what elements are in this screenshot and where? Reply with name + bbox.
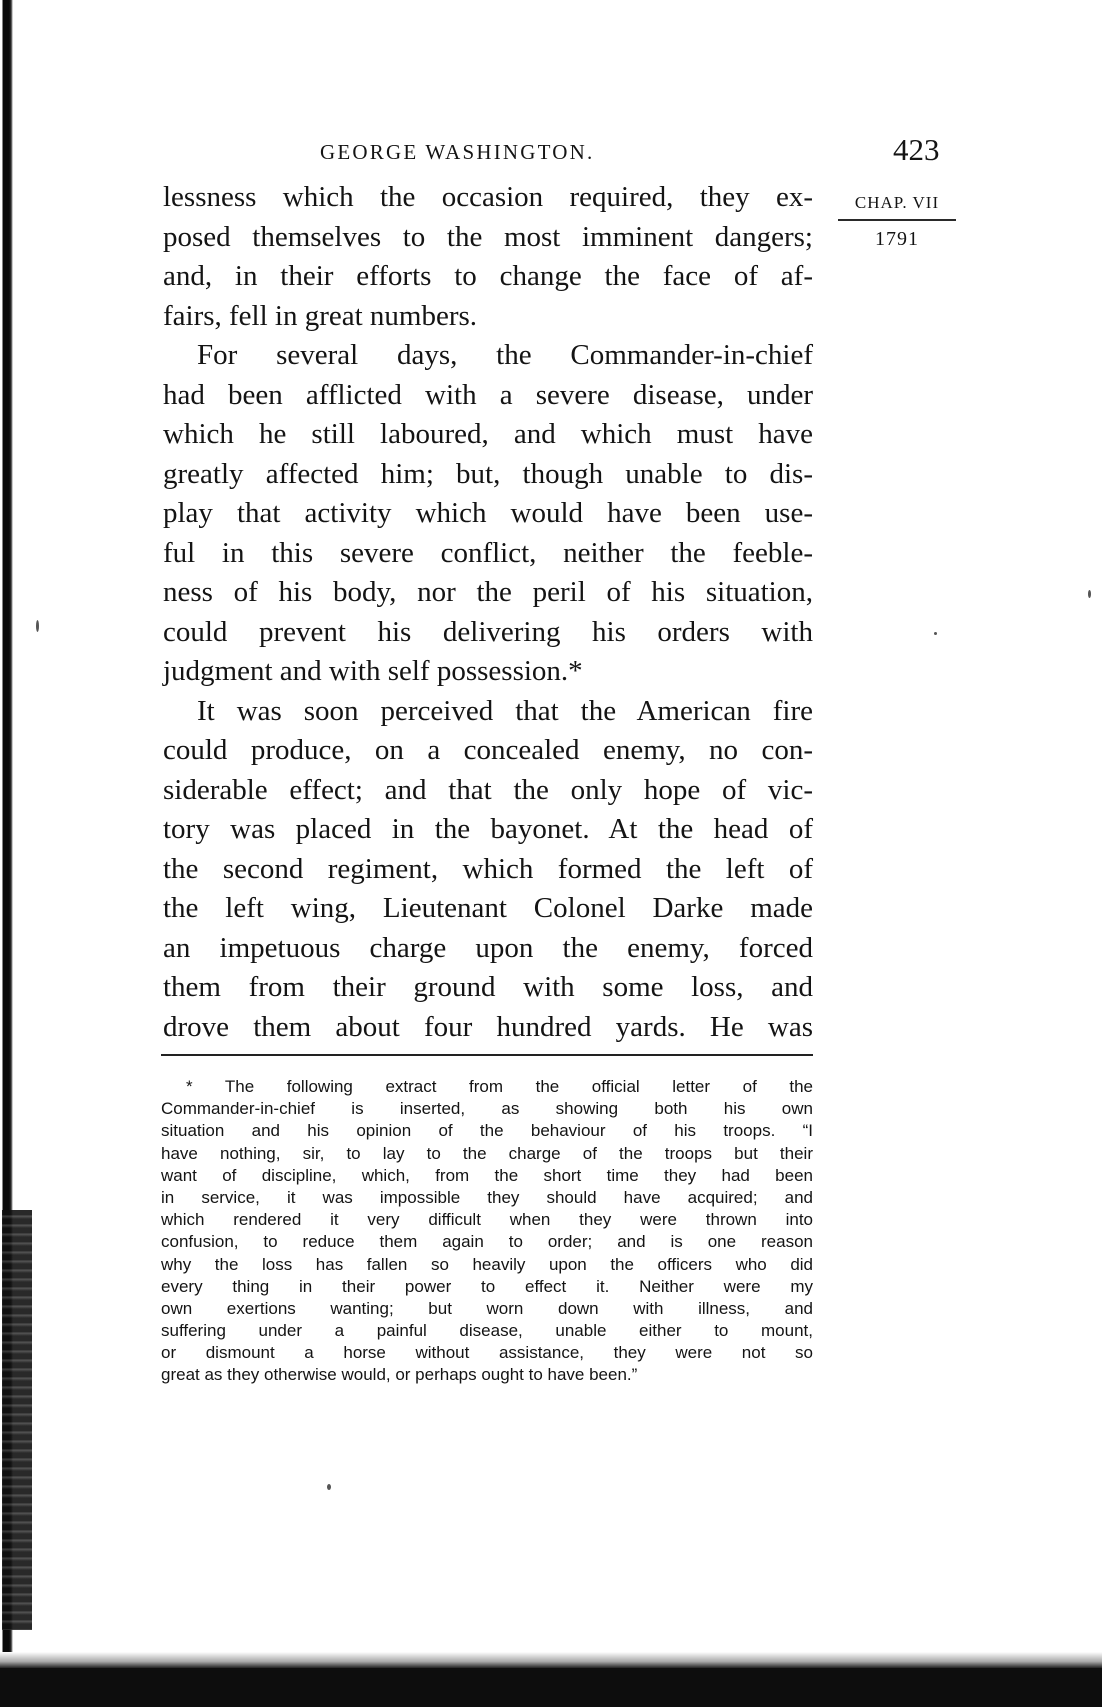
body-line: an impetuous charge upon the enemy, forced: [163, 931, 813, 964]
margin-note: [838, 192, 956, 251]
body-line: lessness which the occasion required, they ex-: [163, 181, 813, 213]
page-number: 423: [893, 132, 940, 167]
footnote-line: suffering under a painful disease, unable either to mount,: [161, 1321, 813, 1341]
footnote-line: * The following extract from the official letter of the: [186, 1077, 813, 1096]
body-line: ful in this severe conflict, neither the feeble-: [163, 536, 813, 569]
body-line: play that activity which would have been use-: [163, 497, 813, 529]
body-line: greatly affected him; but, though unable to dis-: [163, 457, 813, 490]
body-line: For several days, the Commander-in-chief: [197, 339, 813, 371]
body-line: drove them about four hundred yards. He was: [163, 1010, 813, 1043]
binding-shadow: [2, 1210, 32, 1630]
footnote-line: Commander-in-chief is inserted, as showing both his own: [161, 1099, 813, 1119]
body-line: judgment and with self possession.*: [163, 655, 583, 687]
body-line: fairs, fell in great numbers.: [163, 299, 478, 332]
scan-speck: [36, 620, 39, 632]
running-head: GEORGE WASHINGTON.: [320, 140, 595, 164]
footnote-line: want of discipline, which, from the short time they had been: [161, 1165, 813, 1185]
body-line: could produce, on a concealed enemy, no con-: [163, 734, 813, 766]
body-line: which he still laboured, and which must have: [163, 418, 813, 450]
scan-speck: [1088, 590, 1091, 598]
footnote-line: every thing in their power to effect it. Neither were my: [161, 1276, 813, 1296]
margin-year: 1791: [875, 228, 919, 250]
body-line: them from their ground with some loss, and: [163, 971, 813, 1003]
footnote-rule: [161, 1054, 813, 1056]
body-line: had been afflicted with a severe disease, under: [163, 378, 813, 411]
footnote-line: why the loss has fallen so heavily upon the officers who did: [161, 1254, 813, 1274]
bottom-edge-fade: [0, 1652, 1102, 1668]
scan-speck: [934, 632, 937, 635]
footnote-line: situation and his opinion of the behaviour of his troops. “I: [161, 1121, 813, 1141]
footnote-line: confusion, to reduce them again to order; and is one reason: [161, 1232, 813, 1252]
footnote-line: great as they otherwise would, or perhaps ought to have been.”: [161, 1365, 638, 1385]
margin-rule: [838, 219, 956, 221]
footnote-line: or dismount a horse without assistance, they were not so: [161, 1343, 813, 1363]
body-line: could prevent his delivering his orders with: [163, 615, 813, 648]
body-line: tory was placed in the bayonet. At the head of: [163, 813, 813, 845]
body-line: ness of his body, nor the peril of his situation,: [163, 576, 813, 608]
footnote-line: own exertions wanting; but worn down with illness, and: [161, 1298, 813, 1318]
body-line: the second regiment, which formed the left of: [163, 852, 813, 885]
body-line: the left wing, Lieutenant Colonel Darke made: [163, 892, 813, 924]
footnote: [161, 1076, 813, 1387]
margin-chapter: CHAP. VII: [854, 193, 940, 212]
footnote-line: in service, it was impossible they should have acquired; and: [161, 1187, 813, 1207]
body-line: siderable effect; and that the only hope of vic-: [163, 773, 813, 806]
body-text: [163, 178, 813, 1047]
footnote-line: have nothing, sir, to lay to the charge of the troops but their: [161, 1143, 813, 1163]
body-line: posed themselves to the most imminent dangers;: [163, 220, 813, 253]
body-line: and, in their efforts to change the face of af-: [163, 260, 813, 292]
body-line: It was soon perceived that the American fire: [197, 694, 813, 727]
footnote-line: which rendered it very difficult when they were thrown into: [161, 1210, 813, 1230]
bottom-edge: [0, 1668, 1102, 1707]
scan-speck: [327, 1484, 331, 1490]
